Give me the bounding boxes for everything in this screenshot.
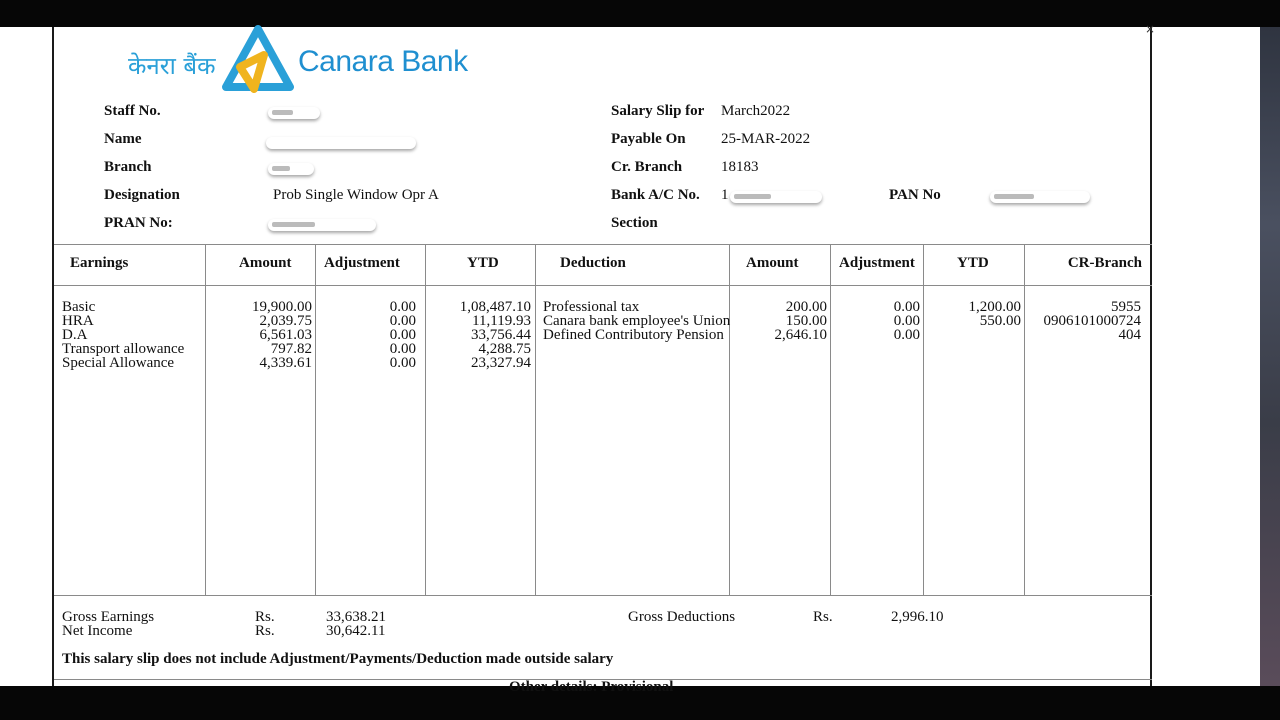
- deduction-adjustment-header: Adjustment: [839, 255, 915, 271]
- deduction-amount-header: Amount: [746, 255, 799, 271]
- pran-no-redacted: [268, 219, 376, 231]
- gross-deductions-value: 2,996.10: [891, 609, 944, 625]
- table-column-divider: [535, 244, 536, 596]
- earning-amount: 2,039.75: [259, 313, 312, 329]
- mouse-cursor-icon: ×: [1145, 22, 1156, 36]
- name-redacted: [266, 137, 416, 149]
- earning-name: Basic: [62, 299, 96, 315]
- earning-ytd: 11,119.93: [472, 313, 531, 329]
- branch-redacted: [268, 163, 314, 175]
- salary-slip-page: [52, 27, 1150, 695]
- pran-no-label: PRAN No:: [104, 215, 173, 231]
- earning-amount: 4,339.61: [259, 355, 312, 371]
- desktop-edge: [1260, 27, 1280, 686]
- gross-deductions-currency: Rs.: [813, 609, 833, 625]
- deduction-adjustment: 0.00: [893, 299, 920, 315]
- earning-adjustment: 0.00: [389, 299, 416, 315]
- net-income-label: Net Income: [62, 623, 133, 639]
- cr-branch-column-header: CR-Branch: [1067, 255, 1142, 271]
- cr-branch-label: Cr. Branch: [611, 159, 683, 175]
- earnings-column-header: Earnings: [70, 255, 129, 271]
- table-top-border: [54, 244, 1152, 245]
- gross-earnings-value: 33,638.21: [326, 609, 386, 625]
- table-column-divider: [205, 244, 206, 596]
- other-details-heading: Other details: Provisional: [509, 679, 674, 695]
- deduction-ytd: [926, 328, 1021, 342]
- salary-slip-month: March2022: [721, 103, 791, 119]
- designation-label: Designation: [104, 187, 180, 203]
- salary-slip-note: This salary slip does not include Adjustment/Payments/Deduction made outside salary: [62, 651, 614, 667]
- earnings-amount-header: Amount: [239, 255, 292, 271]
- deduction-cr-branch: 0906101000724: [1043, 313, 1141, 329]
- deduction-amount: 2,646.10: [774, 327, 827, 343]
- right-margin: [1150, 27, 1260, 686]
- earning-adjustment: 0.00: [389, 327, 416, 343]
- deduction-adjustment: 0.00: [893, 313, 920, 329]
- payable-on-label: Payable On: [611, 131, 686, 147]
- bank-name-hindi: केनरा बैंक: [128, 52, 216, 80]
- table-column-divider: [729, 244, 730, 596]
- name-label: Name: [104, 131, 142, 147]
- salary-slip-for-label: Salary Slip for: [611, 103, 705, 119]
- payable-on-date: 25-MAR-2022: [721, 131, 811, 147]
- earning-amount: 19,900.00: [252, 299, 312, 315]
- table-column-divider: [315, 244, 316, 596]
- deduction-ytd: 1,200.00: [968, 299, 1021, 315]
- deduction-adjustment: 0.00: [893, 327, 920, 343]
- staff-no-label: Staff No.: [104, 103, 161, 119]
- deduction-ytd: 550.00: [979, 313, 1021, 329]
- earning-amount: 6,561.03: [259, 327, 312, 343]
- deduction-names-column: [543, 300, 730, 342]
- table-column-divider: [1024, 244, 1025, 596]
- earning-name: D.A: [62, 327, 88, 343]
- earning-ytd: 1,08,487.10: [459, 299, 531, 315]
- net-income-currency: Rs.: [255, 623, 275, 639]
- screen-top-band: [0, 0, 1280, 27]
- left-margin: [0, 27, 52, 686]
- earning-name: HRA: [62, 313, 94, 329]
- branch-label: Branch: [104, 159, 152, 175]
- earning-adjustment: 0.00: [389, 355, 416, 371]
- pan-no-label: PAN No: [889, 187, 941, 203]
- deduction-amount: 150.00: [785, 313, 827, 329]
- deduction-cr-branch: 5955: [1111, 299, 1141, 315]
- designation-value: Prob Single Window Opr A: [273, 187, 439, 203]
- earnings-adjustment-column: [324, 300, 416, 370]
- table-column-divider: [923, 244, 924, 596]
- bank-logo: [128, 27, 468, 97]
- deduction-adjustment-column: [834, 300, 920, 342]
- deduction-ytd-header: YTD: [957, 255, 989, 271]
- cr-branch-column: [1029, 300, 1141, 342]
- deduction-name: Canara bank employee's Union: [543, 313, 731, 329]
- earnings-ytd-header: YTD: [467, 255, 499, 271]
- deduction-name: Defined Contributory Pension: [543, 327, 724, 343]
- table-bottom-border: [54, 595, 1152, 596]
- deduction-amount-column: [734, 300, 827, 342]
- deduction-name: Professional tax: [543, 299, 640, 315]
- net-income-value: 30,642.11: [326, 623, 386, 639]
- earnings-amount-column: [214, 300, 312, 370]
- pan-no-redacted: [990, 191, 1090, 203]
- earning-name: Special Allowance: [62, 355, 175, 371]
- deduction-ytd-column: [926, 300, 1021, 342]
- gross-earnings-label: Gross Earnings: [62, 609, 155, 625]
- earning-name: Transport allowance: [62, 341, 185, 357]
- bank-account-redacted: [730, 191, 822, 203]
- bank-account-value: 1: [721, 187, 729, 203]
- gross-deductions-label: Gross Deductions: [628, 609, 736, 625]
- gross-earnings-currency: Rs.: [255, 609, 275, 625]
- earnings-adjustment-header: Adjustment: [324, 255, 400, 271]
- earning-amount: 797.82: [270, 341, 312, 357]
- bank-name-english: Canara Bank: [298, 45, 468, 78]
- canara-bank-triangle-icon: [220, 27, 296, 95]
- section-label: Section: [611, 215, 658, 231]
- bank-account-label: Bank A/C No.: [611, 187, 700, 203]
- table-column-divider: [830, 244, 831, 596]
- cr-branch-value: 18183: [721, 159, 759, 175]
- deduction-cr-branch: 404: [1118, 327, 1141, 343]
- table-header-divider: [54, 285, 1152, 286]
- earning-ytd: 4,288.75: [478, 341, 531, 357]
- staff-no-redacted: [268, 107, 320, 119]
- earnings-ytd-column: [432, 300, 531, 370]
- earning-adjustment: 0.00: [389, 313, 416, 329]
- earning-adjustment: 0.00: [389, 341, 416, 357]
- deduction-amount: 200.00: [785, 299, 827, 315]
- table-column-divider: [425, 244, 426, 596]
- earning-ytd: 33,756.44: [471, 327, 531, 343]
- table-row: [62, 300, 184, 370]
- deduction-column-header: Deduction: [560, 255, 626, 271]
- earning-ytd: 23,327.94: [471, 355, 531, 371]
